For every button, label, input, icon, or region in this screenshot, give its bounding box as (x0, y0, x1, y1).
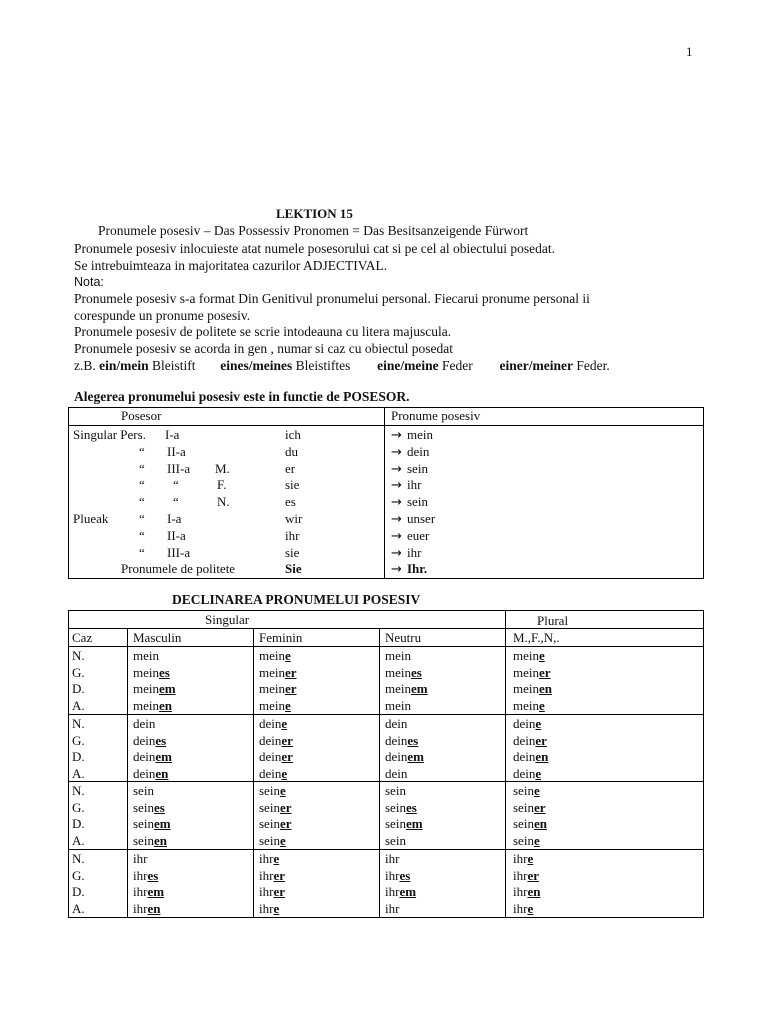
declension-cell (259, 748, 293, 765)
word-ending: es (155, 732, 167, 748)
example-text: Bleistift (152, 358, 196, 373)
posesor-cell-c3: III-a (167, 544, 191, 560)
column-header: Feminin (259, 630, 303, 645)
word-stem: mein (133, 697, 159, 713)
word-stem: sein (133, 816, 154, 832)
posesor-cell-c1: “ (139, 477, 145, 493)
declension-cell (259, 664, 297, 681)
declension-cell (133, 748, 172, 765)
case-label: N. (72, 851, 85, 866)
declension-cell (133, 815, 171, 832)
declension-cell (259, 832, 286, 849)
word-stem: mein (133, 648, 159, 663)
word-stem: dein (259, 716, 282, 731)
posesor-cell-c2: III-a (167, 460, 191, 476)
word-stem: sein (133, 783, 154, 798)
word-stem: ihr (259, 884, 274, 900)
case-label: A. (72, 900, 85, 916)
case-label: N. (72, 783, 85, 798)
declension-cell (259, 900, 279, 917)
word-stem: ihr (513, 851, 528, 866)
word-ending: e (273, 851, 280, 866)
example-bold: eines/meines (220, 358, 293, 373)
posesor-cell-arrow: → (391, 428, 402, 443)
politeness-arrow: → (391, 562, 402, 578)
page-number: 1 (686, 44, 693, 59)
word-stem: dein (385, 749, 408, 765)
word-ending: er (273, 867, 285, 883)
politeness-pron: Sie (285, 561, 302, 577)
posesor-cell-c1: Singular Pers. (73, 427, 146, 442)
declension-cell (259, 867, 285, 884)
posesor-cell-poss: ihr (407, 477, 422, 493)
word-ending: e (527, 851, 534, 866)
word-stem: ihr (385, 851, 400, 866)
posesor-cell-c1: “ (139, 443, 145, 459)
word-ending: en (147, 900, 161, 916)
declension-cell (513, 765, 541, 782)
word-stem: dein (133, 716, 156, 731)
declension-cell (133, 832, 167, 849)
case-label: G. (72, 867, 85, 883)
posesor-cell-c2: “ (139, 544, 145, 560)
column-header: M.,F.,N,. (513, 630, 560, 645)
word-stem: mein (385, 697, 411, 713)
word-stem: ihr (133, 884, 148, 900)
word-stem: mein (513, 648, 539, 663)
word-stem: ihr (513, 867, 528, 883)
example-line (74, 357, 610, 374)
posesor-cell-c2: “ (173, 477, 179, 493)
word-ending: em (399, 884, 417, 900)
posesor-cell-c1: Plueak (73, 511, 109, 526)
declension-cell (385, 782, 406, 799)
word-stem: sein (513, 816, 534, 832)
posesor-cell-poss: sein (407, 460, 428, 476)
group-header-singular: Singular (205, 612, 250, 627)
example-bold: eine/meine (377, 358, 439, 373)
example-bold: ein/mein (99, 358, 149, 373)
word-stem: dein (385, 732, 408, 748)
declension-cell (513, 697, 545, 714)
word-stem: dein (259, 749, 282, 765)
word-stem: mein (259, 664, 285, 680)
word-stem: dein (513, 716, 536, 731)
declension-cell (133, 782, 154, 799)
intro-line: Nota: (74, 275, 104, 289)
declension-cell (513, 850, 533, 867)
posesor-cell-poss: dein (407, 443, 430, 459)
posesor-cell-arrow: → (391, 495, 402, 511)
declension-cell (385, 883, 416, 900)
declension-cell (133, 867, 158, 884)
word-ending: er (281, 732, 293, 748)
word-stem: dein (133, 749, 156, 765)
declension-cell (385, 664, 422, 681)
word-stem: mein (385, 648, 411, 663)
posesor-cell-arrow: → (391, 528, 402, 544)
posesor-cell-poss: ihr (407, 544, 422, 560)
word-stem: sein (259, 832, 280, 848)
case-label: D. (72, 884, 85, 900)
word-stem: dein (259, 765, 282, 781)
word-stem: sein (259, 816, 280, 832)
declension-cell (385, 832, 406, 849)
declension-cell (259, 850, 279, 867)
intro-line: Pronumele posesiv inlocuieste atat numele posesorului cat si pe cel al obiectului posedat. (74, 241, 555, 256)
example-text: Feder (441, 358, 473, 373)
posesor-cell-c3: I-a (167, 511, 182, 526)
word-stem: mein (385, 664, 411, 680)
case-label: D. (72, 816, 85, 832)
case-label: G. (72, 664, 85, 680)
posesor-cell-c2: “ (139, 511, 145, 526)
declension-cell (385, 867, 410, 884)
declension-cell (133, 715, 155, 732)
posesor-cell-c1: “ (139, 460, 145, 476)
declension-cell (133, 647, 159, 664)
declension-cell (513, 867, 539, 884)
word-ending: en (153, 832, 167, 848)
declension-cell (513, 832, 540, 849)
word-stem: sein (133, 832, 154, 848)
declension-cell (513, 883, 540, 900)
declension-cell (513, 732, 547, 749)
table-header: Posesor (121, 408, 162, 423)
intro-line: corespunde un pronume posesiv. (74, 308, 251, 323)
page-title: LEKTION 15 (276, 206, 353, 221)
posesor-cell-arrow: → (391, 545, 402, 561)
word-ending: er (273, 884, 285, 900)
example-text: Bleistiftes (295, 358, 351, 373)
declension-cell (385, 697, 411, 714)
posesor-cell-pron: er (285, 460, 296, 476)
declension-cell (385, 900, 399, 917)
declension-cell (513, 664, 551, 681)
word-stem: ihr (133, 900, 148, 916)
word-ending: er (533, 799, 546, 815)
example-prefix: z.B. (74, 358, 96, 373)
example-bold: einer/meiner (499, 358, 573, 373)
word-ending: em (155, 749, 172, 765)
word-stem: mein (259, 681, 285, 697)
case-label: N. (72, 716, 85, 731)
word-stem: sein (259, 799, 280, 815)
declension-cell (385, 647, 411, 664)
word-stem: dein (385, 765, 408, 781)
word-ending: es (159, 664, 170, 680)
word-ending: er (539, 664, 551, 680)
declension-cell (385, 748, 424, 765)
declension-cell (133, 883, 164, 900)
word-stem: ihr (133, 867, 148, 883)
case-label: N. (72, 648, 85, 663)
word-ending: en (533, 816, 547, 832)
declension-cell (513, 782, 540, 799)
word-ending: e (533, 832, 540, 848)
column-header: Caz (72, 630, 93, 645)
word-ending: er (279, 816, 292, 832)
posesor-cell-poss: sein (407, 494, 428, 510)
intro-line: Se intrebuimteaza in majoritatea cazurilor ADJECTIVAL. (74, 258, 388, 273)
word-ending: em (147, 884, 165, 900)
word-stem: ihr (259, 851, 274, 866)
posesor-cell-c2: “ (173, 494, 179, 510)
word-ending: em (159, 681, 176, 697)
declension-cell (385, 680, 428, 697)
declension-cell (259, 799, 292, 816)
word-ending: es (405, 799, 417, 815)
posesor-cell-pron: ich (285, 427, 301, 442)
politeness-label: Pronumele de politete (121, 561, 236, 577)
posesor-cell-c2: II-a (167, 443, 186, 459)
posesor-cell-pron: sie (285, 477, 300, 493)
word-ending: e (539, 648, 545, 663)
declension-cell (385, 732, 418, 749)
posesor-cell-pron: sie (285, 544, 300, 560)
word-stem: sein (513, 799, 534, 815)
politeness-poss: Ihr. (407, 561, 428, 577)
posesor-cell-c2: “ (139, 527, 145, 543)
word-stem: mein (133, 664, 159, 680)
posesor-cell-arrow: → (391, 478, 402, 494)
word-stem: sein (385, 783, 406, 798)
posesor-table (68, 407, 704, 579)
word-ending: er (535, 732, 547, 748)
declension-cell (385, 815, 423, 832)
word-ending: en (539, 681, 552, 697)
word-ending: e (281, 716, 288, 731)
posesor-cell-c3: N. (217, 494, 230, 510)
word-stem: sein (385, 816, 406, 832)
table-header: Pronume posesiv (391, 408, 481, 423)
word-ending: e (285, 648, 291, 663)
case-label: D. (72, 749, 85, 765)
word-stem: mein (513, 681, 539, 697)
word-ending: e (279, 832, 286, 848)
word-ending: en (535, 749, 549, 765)
case-label: A. (72, 832, 85, 848)
posesor-cell-arrow: → (391, 444, 402, 460)
word-stem: mein (513, 697, 539, 713)
word-ending: er (285, 664, 297, 680)
word-stem: dein (133, 732, 156, 748)
word-ending: es (411, 664, 422, 680)
word-stem: dein (133, 765, 156, 781)
intro-line: Pronumele posesiv s-a format Din Genitivul pronumelui personal. Fiecarui pronume personal ii (74, 291, 590, 306)
word-ending: er (279, 799, 292, 815)
word-ending: e (535, 716, 542, 731)
column-header: Neutru (385, 630, 422, 645)
posesor-cell-c1: “ (139, 494, 145, 510)
word-stem: mein (133, 681, 159, 697)
declension-cell (133, 732, 166, 749)
intro-line: Pronumele posesiv de politete se scrie intodeauna cu litera majuscula. (74, 324, 452, 339)
word-stem: ihr (259, 900, 274, 916)
intro-line: Pronumele posesiv se acorda in gen , numar si caz cu obiectul posedat (74, 341, 454, 356)
case-label: G. (72, 732, 85, 748)
declension-cell (259, 697, 291, 714)
word-ending: en (527, 884, 541, 900)
word-ending: em (407, 749, 424, 765)
word-ending: e (279, 783, 286, 798)
word-ending: e (533, 783, 540, 798)
declension-cell (513, 815, 547, 832)
declension-cell (259, 815, 292, 832)
declension-cell (133, 900, 160, 917)
word-ending: em (153, 816, 171, 832)
word-ending: e (281, 765, 288, 781)
word-stem: dein (513, 765, 536, 781)
posesor-cell-arrow: → (391, 512, 402, 527)
declension-cell (385, 715, 407, 732)
posesor-cell-pron: ihr (285, 527, 300, 543)
declension-cell (133, 850, 147, 867)
posesor-cell-pron: es (285, 494, 296, 510)
word-stem: mein (259, 648, 285, 663)
declension-cell (259, 680, 297, 697)
word-ending: e (527, 900, 534, 916)
word-stem: sein (385, 832, 406, 848)
declension-cell (259, 715, 287, 732)
section-heading: DECLINAREA PRONUMELUI POSESIV (172, 592, 421, 607)
declension-cell (133, 680, 176, 697)
declension-cell (513, 715, 541, 732)
word-stem: ihr (513, 884, 528, 900)
word-ending: em (405, 816, 423, 832)
word-stem: sein (133, 799, 154, 815)
word-ending: e (535, 765, 542, 781)
posesor-cell-pron: wir (285, 511, 303, 526)
word-stem: ihr (259, 867, 274, 883)
example-text: Feder. (576, 358, 610, 373)
intro-line: Pronumele posesiv – Das Possessiv Pronomen = Das Besitsanzeigende Fürwort (98, 223, 529, 238)
word-stem: mein (513, 664, 539, 680)
word-ending: en (159, 697, 172, 713)
declension-cell (513, 647, 545, 664)
declension-cell (259, 732, 293, 749)
word-stem: ihr (385, 867, 400, 883)
posesor-cell-c3: M. (215, 460, 230, 476)
posesor-cell-c2: I-a (165, 427, 180, 442)
word-stem: ihr (385, 900, 400, 916)
word-stem: dein (513, 732, 536, 748)
word-ending: es (399, 867, 411, 883)
word-ending: em (411, 681, 428, 697)
declension-cell (513, 900, 533, 917)
declension-table (68, 610, 704, 918)
word-stem: ihr (385, 884, 400, 900)
word-stem: dein (513, 749, 536, 765)
posesor-cell-poss: euer (407, 527, 430, 543)
word-stem: sein (385, 799, 406, 815)
posesor-cell-c3: F. (217, 477, 227, 493)
declension-cell (259, 782, 286, 799)
case-label: D. (72, 681, 85, 697)
word-stem: mein (385, 681, 411, 697)
word-stem: mein (259, 697, 285, 713)
word-ending: er (527, 867, 539, 883)
posesor-cell-poss: unser (407, 511, 436, 526)
word-stem: ihr (133, 851, 148, 866)
declension-cell (259, 765, 287, 782)
word-stem: ihr (513, 900, 528, 916)
declension-cell (513, 799, 546, 816)
declension-cell (513, 680, 552, 697)
word-stem: sein (513, 832, 534, 848)
posesor-cell-pron: du (285, 443, 298, 459)
case-label: A. (72, 697, 85, 713)
word-stem: sein (513, 783, 534, 798)
declension-cell (133, 697, 172, 714)
case-label: G. (72, 799, 85, 815)
declension-cell (259, 647, 291, 664)
column-header: Masculin (133, 630, 182, 645)
word-ending: er (281, 749, 293, 765)
declension-cell (385, 765, 407, 782)
declension-cell (133, 765, 168, 782)
declension-cell (259, 883, 285, 900)
case-label: A. (72, 765, 85, 781)
declension-cell (385, 850, 399, 867)
word-ending: e (273, 900, 280, 916)
declension-cell (385, 799, 417, 816)
group-header-plural: Plural (537, 613, 569, 628)
section-heading: Alegerea pronumelui posesiv este in functie de POSESOR. (74, 389, 410, 404)
declension-cell (133, 799, 165, 816)
declension-cell (133, 664, 170, 681)
word-ending: en (155, 765, 169, 781)
word-ending: es (407, 732, 419, 748)
word-ending: er (285, 681, 297, 697)
posesor-cell-poss: mein (407, 427, 433, 442)
word-ending: es (153, 799, 165, 815)
word-ending: e (539, 697, 545, 713)
word-ending: es (147, 867, 159, 883)
word-ending: e (285, 697, 291, 713)
declension-cell (513, 748, 548, 765)
posesor-cell-arrow: → (391, 461, 402, 477)
word-stem: sein (259, 783, 280, 798)
word-stem: dein (259, 732, 282, 748)
posesor-cell-c3: II-a (167, 527, 186, 543)
word-stem: dein (385, 716, 408, 731)
